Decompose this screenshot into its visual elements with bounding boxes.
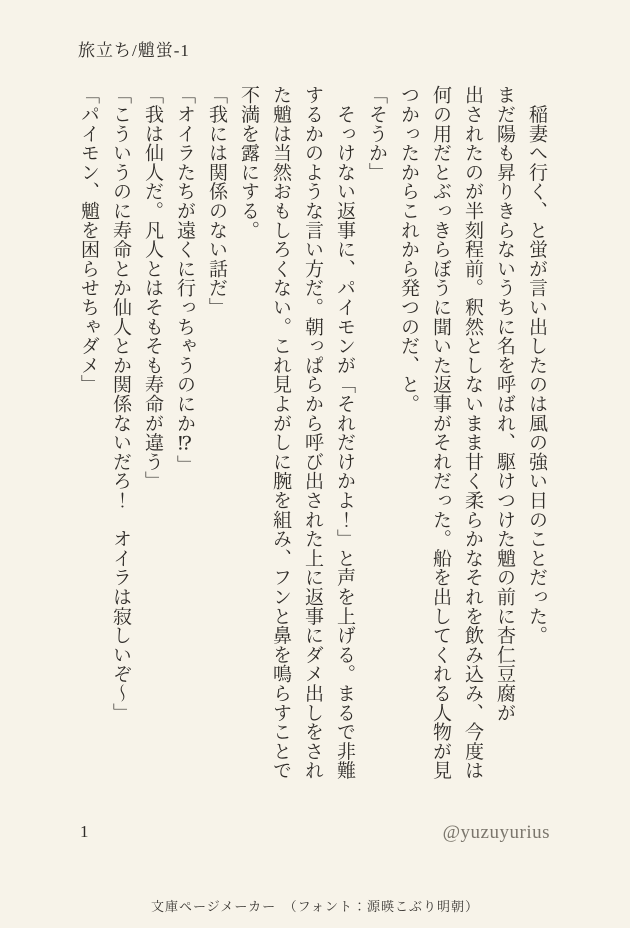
text-line: 「こういうのに寿命とか仙人とか関係ないだろ！ オイラは寂しいぞ～」 [110,85,131,722]
text-line: 「パイモン、魈を困らせちゃダメ」 [78,85,99,394]
author-handle: @yuzuyurius [442,822,550,843]
text-line: 「我は仙人だ。凡人とはそもそも寿命が違う」 [142,85,163,491]
page-header-title: 旅立ち/魈蛍-1 [78,41,190,60]
text-line: 「オイラたちが遠くに行っちゃうのにか⁉」 [174,85,195,474]
text-line: 「我には関係のない話だ」 [206,85,227,317]
text-line: つかったからこれから発つのだ、と。 [398,85,419,414]
text-line: まだ陽も昇りきらないうちに名を呼ばれ、駆けつけた魈の前に杏仁豆腐が [494,85,515,722]
page-number: 1 [80,822,89,841]
text-line: 「そうか」 [366,85,387,182]
text-line: するかのような言い方だ。朝っぱらから呼び出された上に返事にダメ出しをされ [302,85,323,780]
text-line: 何の用だとぶっきらぼうに聞いた返事がそれだった。船を出してくれる人物が見 [430,85,451,780]
text-line: 出されたのが半刻程前。釈然としないまま甘く柔らかなそれを飲み込み、今度は [462,85,483,780]
text-line: 稲妻へ行く、と蛍が言い出したのは風の強い日のことだった。 [526,85,547,645]
text-line: た魈は当然おもしろくない。これ見よがしに腕を組み、フンと鼻を鳴らすことで [270,85,291,780]
generator-caption: 文庫ページメーカー （フォント：源暎こぶり明朝） [151,899,479,914]
story-text-block [72,85,552,779]
text-line: 不満を露にする。 [238,85,259,240]
text-line: そっけない返事に、パイモンが「それだけかよ！」と声を上げる。まるで非難 [334,85,355,780]
